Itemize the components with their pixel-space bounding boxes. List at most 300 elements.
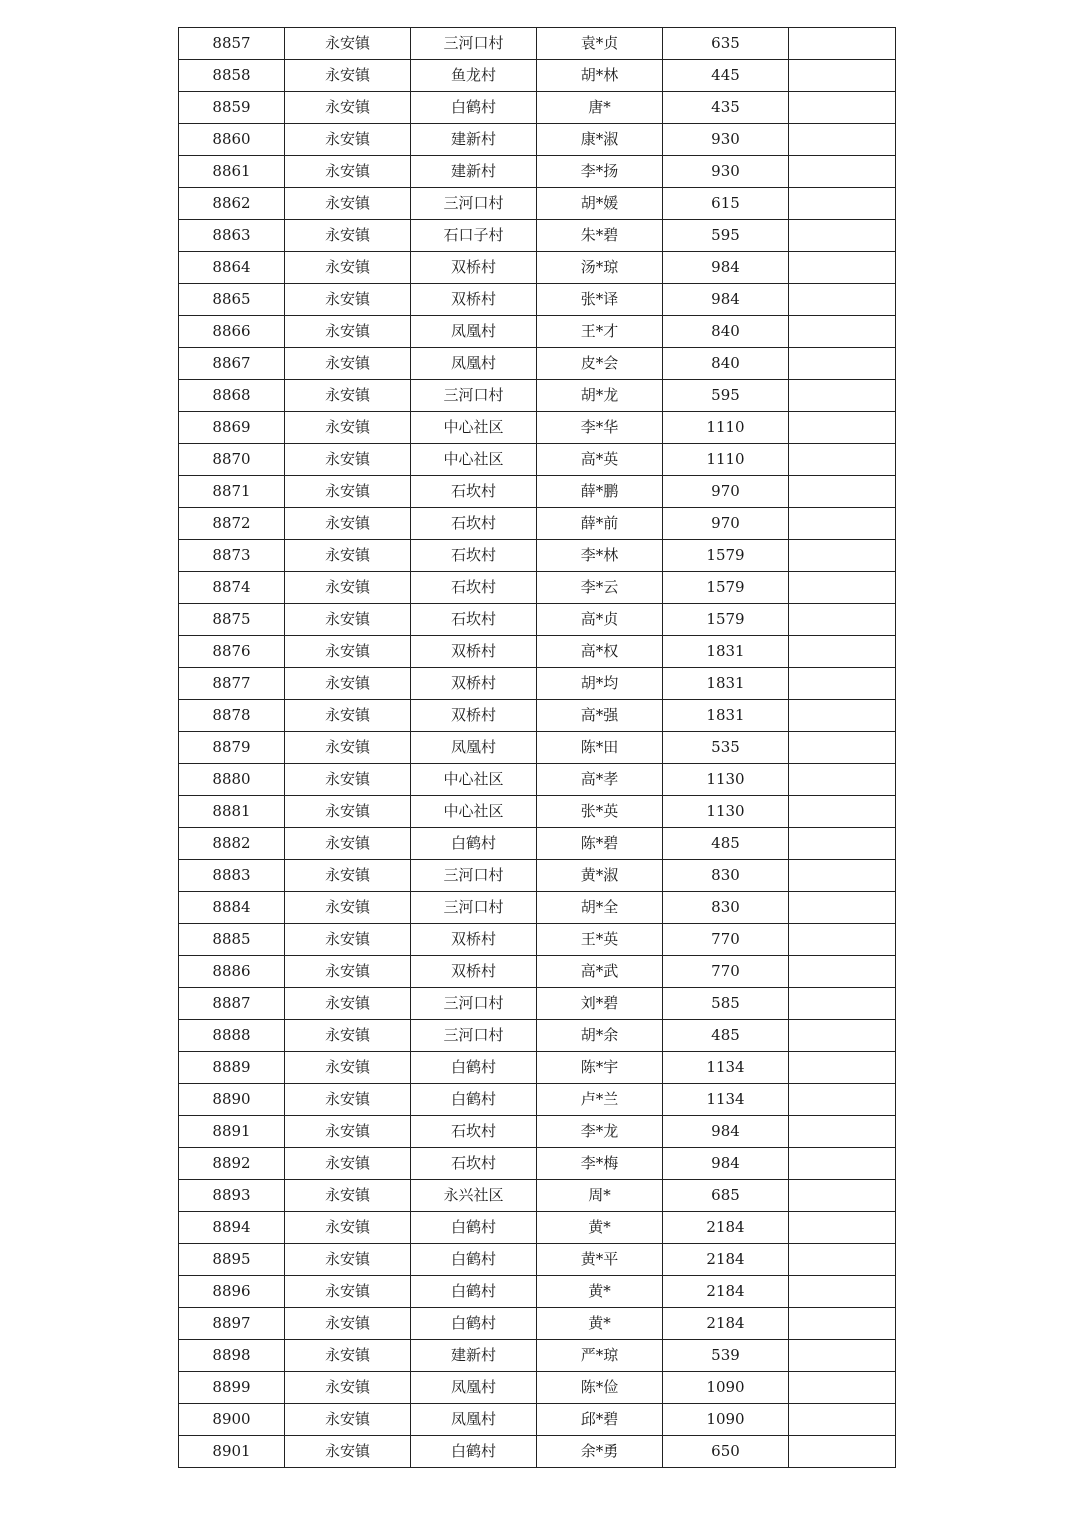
table-row xyxy=(179,1340,896,1372)
name-cell: 陈*俭 xyxy=(537,1372,663,1404)
town-cell: 永安镇 xyxy=(285,1308,411,1340)
town-cell: 永安镇 xyxy=(285,92,411,124)
row-number-cell: 8876 xyxy=(179,636,285,668)
amount-cell: 1831 xyxy=(663,668,789,700)
note-cell xyxy=(789,188,896,220)
town-cell: 永安镇 xyxy=(285,348,411,380)
town-cell: 永安镇 xyxy=(285,572,411,604)
table-row xyxy=(179,572,896,604)
name-cell: 汤*琼 xyxy=(537,252,663,284)
village-cell: 白鹤村 xyxy=(411,1052,537,1084)
village-cell: 中心社区 xyxy=(411,796,537,828)
note-cell xyxy=(789,1372,896,1404)
note-cell xyxy=(789,732,896,764)
town-cell: 永安镇 xyxy=(285,1372,411,1404)
table-row xyxy=(179,764,896,796)
amount-cell: 685 xyxy=(663,1180,789,1212)
name-cell: 余*勇 xyxy=(537,1436,663,1468)
name-cell: 李*梅 xyxy=(537,1148,663,1180)
amount-cell: 770 xyxy=(663,956,789,988)
amount-cell: 984 xyxy=(663,284,789,316)
amount-cell: 970 xyxy=(663,476,789,508)
village-cell: 三河口村 xyxy=(411,28,537,60)
amount-cell: 1134 xyxy=(663,1084,789,1116)
table-row xyxy=(179,1116,896,1148)
row-number-cell: 8888 xyxy=(179,1020,285,1052)
note-cell xyxy=(789,892,896,924)
note-cell xyxy=(789,1308,896,1340)
village-cell: 石坎村 xyxy=(411,572,537,604)
note-cell xyxy=(789,412,896,444)
table-row xyxy=(179,188,896,220)
row-number-cell: 8891 xyxy=(179,1116,285,1148)
note-cell xyxy=(789,956,896,988)
table-row xyxy=(179,636,896,668)
village-cell: 中心社区 xyxy=(411,444,537,476)
town-cell: 永安镇 xyxy=(285,412,411,444)
row-number-cell: 8878 xyxy=(179,700,285,732)
table-row xyxy=(179,892,896,924)
name-cell: 李*林 xyxy=(537,540,663,572)
village-cell: 中心社区 xyxy=(411,764,537,796)
note-cell xyxy=(789,1180,896,1212)
table-row xyxy=(179,924,896,956)
row-number-cell: 8870 xyxy=(179,444,285,476)
village-cell: 双桥村 xyxy=(411,956,537,988)
amount-cell: 970 xyxy=(663,508,789,540)
row-number-cell: 8882 xyxy=(179,828,285,860)
name-cell: 朱*碧 xyxy=(537,220,663,252)
name-cell: 严*琼 xyxy=(537,1340,663,1372)
town-cell: 永安镇 xyxy=(285,476,411,508)
amount-cell: 1110 xyxy=(663,444,789,476)
name-cell: 黄* xyxy=(537,1308,663,1340)
town-cell: 永安镇 xyxy=(285,892,411,924)
row-number-cell: 8880 xyxy=(179,764,285,796)
table-row xyxy=(179,796,896,828)
table-row xyxy=(179,508,896,540)
name-cell: 胡*林 xyxy=(537,60,663,92)
row-number-cell: 8864 xyxy=(179,252,285,284)
name-cell: 高*孝 xyxy=(537,764,663,796)
note-cell xyxy=(789,348,896,380)
name-cell: 薛*前 xyxy=(537,508,663,540)
name-cell: 王*才 xyxy=(537,316,663,348)
note-cell xyxy=(789,220,896,252)
town-cell: 永安镇 xyxy=(285,316,411,348)
row-number-cell: 8889 xyxy=(179,1052,285,1084)
amount-cell: 615 xyxy=(663,188,789,220)
name-cell: 黄*淑 xyxy=(537,860,663,892)
row-number-cell: 8874 xyxy=(179,572,285,604)
row-number-cell: 8881 xyxy=(179,796,285,828)
town-cell: 永安镇 xyxy=(285,1436,411,1468)
table-row xyxy=(179,956,896,988)
note-cell xyxy=(789,668,896,700)
amount-cell: 485 xyxy=(663,828,789,860)
name-cell: 唐* xyxy=(537,92,663,124)
amount-cell: 1579 xyxy=(663,572,789,604)
row-number-cell: 8883 xyxy=(179,860,285,892)
town-cell: 永安镇 xyxy=(285,700,411,732)
note-cell xyxy=(789,1340,896,1372)
row-number-cell: 8893 xyxy=(179,1180,285,1212)
town-cell: 永安镇 xyxy=(285,764,411,796)
row-number-cell: 8896 xyxy=(179,1276,285,1308)
table-row xyxy=(179,1404,896,1436)
row-number-cell: 8898 xyxy=(179,1340,285,1372)
name-cell: 皮*会 xyxy=(537,348,663,380)
roster-table xyxy=(178,27,896,1468)
name-cell: 高*权 xyxy=(537,636,663,668)
roster-table-body xyxy=(179,28,896,1468)
table-row xyxy=(179,1436,896,1468)
town-cell: 永安镇 xyxy=(285,1148,411,1180)
amount-cell: 1090 xyxy=(663,1372,789,1404)
note-cell xyxy=(789,1436,896,1468)
table-row xyxy=(179,348,896,380)
row-number-cell: 8877 xyxy=(179,668,285,700)
row-number-cell: 8894 xyxy=(179,1212,285,1244)
amount-cell: 2184 xyxy=(663,1308,789,1340)
table-row xyxy=(179,540,896,572)
table-row xyxy=(179,860,896,892)
note-cell xyxy=(789,156,896,188)
village-cell: 三河口村 xyxy=(411,380,537,412)
name-cell: 王*英 xyxy=(537,924,663,956)
amount-cell: 2184 xyxy=(663,1276,789,1308)
village-cell: 白鹤村 xyxy=(411,1084,537,1116)
village-cell: 石口子村 xyxy=(411,220,537,252)
village-cell: 石坎村 xyxy=(411,1148,537,1180)
note-cell xyxy=(789,1244,896,1276)
amount-cell: 1831 xyxy=(663,636,789,668)
note-cell xyxy=(789,28,896,60)
table-row xyxy=(179,988,896,1020)
note-cell xyxy=(789,316,896,348)
row-number-cell: 8884 xyxy=(179,892,285,924)
note-cell xyxy=(789,860,896,892)
amount-cell: 1579 xyxy=(663,540,789,572)
village-cell: 三河口村 xyxy=(411,988,537,1020)
note-cell xyxy=(789,92,896,124)
amount-cell: 535 xyxy=(663,732,789,764)
town-cell: 永安镇 xyxy=(285,508,411,540)
village-cell: 白鹤村 xyxy=(411,92,537,124)
note-cell xyxy=(789,764,896,796)
village-cell: 白鹤村 xyxy=(411,1436,537,1468)
note-cell xyxy=(789,1052,896,1084)
amount-cell: 635 xyxy=(663,28,789,60)
name-cell: 陈*碧 xyxy=(537,828,663,860)
amount-cell: 1130 xyxy=(663,796,789,828)
row-number-cell: 8885 xyxy=(179,924,285,956)
table-row xyxy=(179,1052,896,1084)
town-cell: 永安镇 xyxy=(285,796,411,828)
town-cell: 永安镇 xyxy=(285,988,411,1020)
town-cell: 永安镇 xyxy=(285,188,411,220)
note-cell xyxy=(789,1212,896,1244)
town-cell: 永安镇 xyxy=(285,444,411,476)
town-cell: 永安镇 xyxy=(285,732,411,764)
note-cell xyxy=(789,636,896,668)
note-cell xyxy=(789,572,896,604)
note-cell xyxy=(789,796,896,828)
village-cell: 白鹤村 xyxy=(411,1308,537,1340)
note-cell xyxy=(789,828,896,860)
note-cell xyxy=(789,1084,896,1116)
town-cell: 永安镇 xyxy=(285,1116,411,1148)
village-cell: 鱼龙村 xyxy=(411,60,537,92)
note-cell xyxy=(789,380,896,412)
row-number-cell: 8892 xyxy=(179,1148,285,1180)
note-cell xyxy=(789,540,896,572)
amount-cell: 984 xyxy=(663,252,789,284)
table-row xyxy=(179,92,896,124)
note-cell xyxy=(789,924,896,956)
village-cell: 凤凰村 xyxy=(411,348,537,380)
amount-cell: 1831 xyxy=(663,700,789,732)
village-cell: 白鹤村 xyxy=(411,1212,537,1244)
table-row xyxy=(179,1148,896,1180)
table-row xyxy=(179,1084,896,1116)
town-cell: 永安镇 xyxy=(285,860,411,892)
village-cell: 三河口村 xyxy=(411,188,537,220)
village-cell: 凤凰村 xyxy=(411,1372,537,1404)
village-cell: 双桥村 xyxy=(411,284,537,316)
town-cell: 永安镇 xyxy=(285,1404,411,1436)
row-number-cell: 8879 xyxy=(179,732,285,764)
village-cell: 永兴社区 xyxy=(411,1180,537,1212)
amount-cell: 445 xyxy=(663,60,789,92)
name-cell: 黄* xyxy=(537,1276,663,1308)
row-number-cell: 8872 xyxy=(179,508,285,540)
row-number-cell: 8868 xyxy=(179,380,285,412)
village-cell: 石坎村 xyxy=(411,1116,537,1148)
town-cell: 永安镇 xyxy=(285,252,411,284)
table-row xyxy=(179,604,896,636)
row-number-cell: 8890 xyxy=(179,1084,285,1116)
name-cell: 薛*鹏 xyxy=(537,476,663,508)
row-number-cell: 8860 xyxy=(179,124,285,156)
town-cell: 永安镇 xyxy=(285,828,411,860)
town-cell: 永安镇 xyxy=(285,1212,411,1244)
village-cell: 白鹤村 xyxy=(411,1244,537,1276)
table-row xyxy=(179,1308,896,1340)
name-cell: 刘*碧 xyxy=(537,988,663,1020)
note-cell xyxy=(789,1404,896,1436)
table-row xyxy=(179,124,896,156)
village-cell: 石坎村 xyxy=(411,604,537,636)
row-number-cell: 8867 xyxy=(179,348,285,380)
amount-cell: 485 xyxy=(663,1020,789,1052)
row-number-cell: 8863 xyxy=(179,220,285,252)
amount-cell: 1134 xyxy=(663,1052,789,1084)
town-cell: 永安镇 xyxy=(285,1340,411,1372)
town-cell: 永安镇 xyxy=(285,156,411,188)
table-row xyxy=(179,668,896,700)
name-cell: 胡*余 xyxy=(537,1020,663,1052)
name-cell: 张*英 xyxy=(537,796,663,828)
amount-cell: 2184 xyxy=(663,1244,789,1276)
town-cell: 永安镇 xyxy=(285,540,411,572)
village-cell: 石坎村 xyxy=(411,540,537,572)
row-number-cell: 8869 xyxy=(179,412,285,444)
town-cell: 永安镇 xyxy=(285,1020,411,1052)
amount-cell: 650 xyxy=(663,1436,789,1468)
table-row xyxy=(179,476,896,508)
village-cell: 建新村 xyxy=(411,156,537,188)
name-cell: 李*华 xyxy=(537,412,663,444)
name-cell: 张*译 xyxy=(537,284,663,316)
town-cell: 永安镇 xyxy=(285,1084,411,1116)
name-cell: 高*武 xyxy=(537,956,663,988)
amount-cell: 1090 xyxy=(663,1404,789,1436)
amount-cell: 984 xyxy=(663,1148,789,1180)
town-cell: 永安镇 xyxy=(285,380,411,412)
note-cell xyxy=(789,444,896,476)
name-cell: 黄* xyxy=(537,1212,663,1244)
name-cell: 陈*田 xyxy=(537,732,663,764)
table-row xyxy=(179,700,896,732)
village-cell: 石坎村 xyxy=(411,508,537,540)
row-number-cell: 8861 xyxy=(179,156,285,188)
village-cell: 双桥村 xyxy=(411,668,537,700)
row-number-cell: 8895 xyxy=(179,1244,285,1276)
note-cell xyxy=(789,60,896,92)
village-cell: 双桥村 xyxy=(411,252,537,284)
row-number-cell: 8871 xyxy=(179,476,285,508)
amount-cell: 830 xyxy=(663,892,789,924)
amount-cell: 2184 xyxy=(663,1212,789,1244)
village-cell: 双桥村 xyxy=(411,636,537,668)
town-cell: 永安镇 xyxy=(285,1052,411,1084)
table-row xyxy=(179,316,896,348)
table-row xyxy=(179,732,896,764)
town-cell: 永安镇 xyxy=(285,220,411,252)
name-cell: 黄*平 xyxy=(537,1244,663,1276)
amount-cell: 1130 xyxy=(663,764,789,796)
name-cell: 卢*兰 xyxy=(537,1084,663,1116)
town-cell: 永安镇 xyxy=(285,636,411,668)
amount-cell: 840 xyxy=(663,348,789,380)
name-cell: 邱*碧 xyxy=(537,1404,663,1436)
note-cell xyxy=(789,284,896,316)
table-row xyxy=(179,828,896,860)
name-cell: 袁*贞 xyxy=(537,28,663,60)
amount-cell: 435 xyxy=(663,92,789,124)
note-cell xyxy=(789,1116,896,1148)
row-number-cell: 8887 xyxy=(179,988,285,1020)
amount-cell: 539 xyxy=(663,1340,789,1372)
row-number-cell: 8859 xyxy=(179,92,285,124)
note-cell xyxy=(789,476,896,508)
town-cell: 永安镇 xyxy=(285,28,411,60)
row-number-cell: 8897 xyxy=(179,1308,285,1340)
table-row xyxy=(179,444,896,476)
amount-cell: 1110 xyxy=(663,412,789,444)
note-cell xyxy=(789,1276,896,1308)
village-cell: 建新村 xyxy=(411,124,537,156)
row-number-cell: 8857 xyxy=(179,28,285,60)
table-row xyxy=(179,1244,896,1276)
town-cell: 永安镇 xyxy=(285,668,411,700)
amount-cell: 840 xyxy=(663,316,789,348)
row-number-cell: 8886 xyxy=(179,956,285,988)
village-cell: 建新村 xyxy=(411,1340,537,1372)
note-cell xyxy=(789,124,896,156)
name-cell: 高*强 xyxy=(537,700,663,732)
village-cell: 三河口村 xyxy=(411,892,537,924)
table-row xyxy=(179,220,896,252)
amount-cell: 984 xyxy=(663,1116,789,1148)
village-cell: 凤凰村 xyxy=(411,1404,537,1436)
name-cell: 周* xyxy=(537,1180,663,1212)
village-cell: 白鹤村 xyxy=(411,1276,537,1308)
town-cell: 永安镇 xyxy=(285,1244,411,1276)
table-row xyxy=(179,412,896,444)
table-row xyxy=(179,156,896,188)
amount-cell: 930 xyxy=(663,156,789,188)
table-row xyxy=(179,1020,896,1052)
table-row xyxy=(179,1372,896,1404)
table-row xyxy=(179,28,896,60)
town-cell: 永安镇 xyxy=(285,60,411,92)
name-cell: 陈*宇 xyxy=(537,1052,663,1084)
table-row xyxy=(179,380,896,412)
note-cell xyxy=(789,988,896,1020)
town-cell: 永安镇 xyxy=(285,924,411,956)
name-cell: 高*贞 xyxy=(537,604,663,636)
table-row xyxy=(179,252,896,284)
row-number-cell: 8866 xyxy=(179,316,285,348)
amount-cell: 585 xyxy=(663,988,789,1020)
amount-cell: 595 xyxy=(663,380,789,412)
name-cell: 胡*龙 xyxy=(537,380,663,412)
note-cell xyxy=(789,604,896,636)
town-cell: 永安镇 xyxy=(285,284,411,316)
row-number-cell: 8858 xyxy=(179,60,285,92)
note-cell xyxy=(789,508,896,540)
amount-cell: 595 xyxy=(663,220,789,252)
row-number-cell: 8901 xyxy=(179,1436,285,1468)
table-row xyxy=(179,1212,896,1244)
village-cell: 凤凰村 xyxy=(411,732,537,764)
village-cell: 白鹤村 xyxy=(411,828,537,860)
name-cell: 康*淑 xyxy=(537,124,663,156)
amount-cell: 1579 xyxy=(663,604,789,636)
town-cell: 永安镇 xyxy=(285,1180,411,1212)
name-cell: 高*英 xyxy=(537,444,663,476)
name-cell: 胡*全 xyxy=(537,892,663,924)
row-number-cell: 8862 xyxy=(179,188,285,220)
town-cell: 永安镇 xyxy=(285,956,411,988)
name-cell: 李*龙 xyxy=(537,1116,663,1148)
table-row xyxy=(179,1180,896,1212)
note-cell xyxy=(789,1020,896,1052)
village-cell: 双桥村 xyxy=(411,924,537,956)
town-cell: 永安镇 xyxy=(285,124,411,156)
village-cell: 双桥村 xyxy=(411,700,537,732)
note-cell xyxy=(789,1148,896,1180)
village-cell: 三河口村 xyxy=(411,1020,537,1052)
row-number-cell: 8873 xyxy=(179,540,285,572)
note-cell xyxy=(789,700,896,732)
village-cell: 石坎村 xyxy=(411,476,537,508)
name-cell: 胡*均 xyxy=(537,668,663,700)
village-cell: 三河口村 xyxy=(411,860,537,892)
town-cell: 永安镇 xyxy=(285,604,411,636)
